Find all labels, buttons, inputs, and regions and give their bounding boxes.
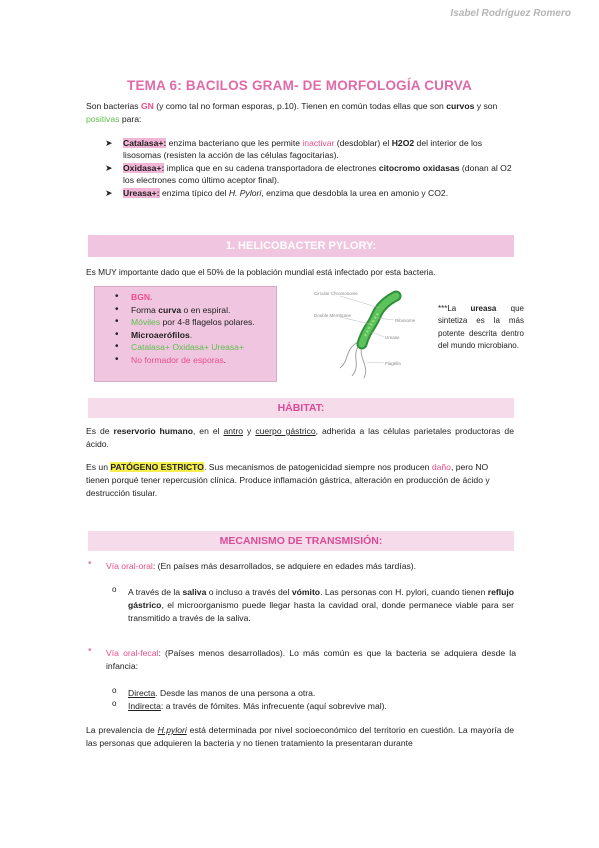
bullet-icon: • [115, 303, 119, 315]
leader-line [366, 362, 384, 363]
feature-item: • No formador de esporas. [115, 353, 227, 365]
enzyme-item-oxidasa: ➤ Oxidasa+: implica que en su cadena transportadora de electrones citocromo oxidasas (donan al O2 los electrones como último aceptor final). [105, 162, 512, 186]
bullet-icon: • [115, 328, 119, 340]
feature-item: • Móviles por 4-8 flagelos polares. [115, 316, 255, 328]
bullet-icon: • [88, 558, 92, 569]
figure-label-flagella: Flagella [385, 361, 401, 366]
bullet-icon: • [115, 316, 119, 328]
prevalence-paragraph: La prevalencia de H.pylori está determinada por nivel socioeconómico del territorio en cuestión. La mayoría de las personas que adquieren la bacteria y no tienen tratamiento la presentaran durante [86, 725, 514, 748]
bullet-icon: • [115, 291, 119, 302]
flagellum-1 [352, 344, 360, 376]
section-heading-helicobacter: 1. HELICOBACTER PYLORY: [88, 235, 514, 257]
figure-label-urease: Urease [385, 335, 400, 340]
page-title: TEMA 6: BACILOS GRAM- DE MORFOLOGÍA CURVA [127, 78, 472, 93]
features-box [94, 286, 277, 382]
arrow-bullet-icon: ➤ [105, 162, 113, 173]
section-heading-transmission: MECANISMO DE TRANSMISIÓN: [88, 531, 514, 551]
bullet-icon: • [88, 645, 92, 656]
enzyme-list [105, 137, 515, 199]
habitat-paragraph-2: Es un PATÓGENO ESTRICTO. Sus mecanismos de patogenicidad siempre nos producen daño, pero NO tienen porqué tener repercusión clínica. Produce inflamación gástrica, alteración en producción de ácido y destrucción tisular. [86, 462, 490, 498]
author-name: Isabel Rodríguez Romero [450, 8, 571, 19]
section-heading-habitat: HÁBITAT: [88, 398, 514, 418]
leader-line [340, 317, 370, 324]
flagellum-2 [361, 346, 366, 378]
transmission-indirect: Indirecta: a través de fómites. Más infrecuente (aquí sobrevive mal). [128, 701, 387, 711]
transmission-oral-fecal: Vía oral-fecal: (Países menos desarrollados). Lo más común es que la bacteria se adquiera desde la infancia: [106, 648, 516, 671]
section-subtitle: Es MUY importante dado que el 50% de la población mundial está infectado por esta bacteria. [86, 267, 436, 277]
feature-item: • Catalasa+ Oxidasa+ Ureasa+ [115, 341, 244, 353]
bullet-icon: • [115, 341, 119, 353]
feature-item: • Forma curva o en espiral. [115, 303, 231, 315]
intro-paragraph: Son bacterias GN (y como tal no forman esporas, p.10). Tienen en común todas ellas que son curvos y son positivas para: [86, 101, 498, 124]
transmission-direct: Directa. Desde las manos de una persona a otra. [128, 688, 316, 698]
habitat-paragraph-1: Es de reservorio humano, en el antro y cuerpo gástrico, adherida a las células parietales productoras de ácido. [86, 426, 514, 449]
enzyme-item-ureasa: ➤ Ureasa+: enzima típico del H. Pylori, enzima que desdobla la urea en amonio y CO2. [105, 187, 449, 198]
figure-label-ribosome: Ribosome [395, 318, 416, 323]
circle-bullet-icon: o [112, 699, 117, 708]
figure-label-membrane: Double Membrane [314, 313, 352, 318]
leader-line [340, 296, 380, 308]
transmission-oral-oral: Vía oral-oral: (En países más desarrollados, se adquiere en edades más tardías). [106, 561, 417, 571]
circle-bullet-icon: o [112, 585, 117, 594]
arrow-bullet-icon: ➤ [105, 187, 113, 198]
enzyme-item-catalasa: ➤ Catalasa+: enzima bacteriano que les permite inactivar (desdoblar) el H2O2 del interior de los lisosomas (resisten la acción de las células fagocitarias). [105, 138, 482, 161]
leader-line [372, 332, 384, 337]
circle-bullet-icon: o [112, 686, 117, 695]
transmission-oral-detail: A través de la saliva o incluso a través del vómito. Las personas con H. pylori, cuando tienen reflujo gástrico, el microorganismo puede llegar hasta la cavidad oral, donde permanece viable para ser transmitido a través de la saliva. [128, 587, 515, 623]
figure-label-chromosome: Circular Chromosome [314, 291, 358, 296]
feature-item: • BGN. [115, 291, 153, 302]
feature-item: • Microaerófilos. [115, 328, 193, 340]
bullet-icon: • [115, 353, 119, 365]
arrow-bullet-icon: ➤ [105, 138, 113, 148]
urease-note: ***La ureasa que sintetiza es la más potente descrita dentro del mundo microbiano. [438, 304, 524, 351]
helicobacter-illustration [300, 286, 432, 382]
